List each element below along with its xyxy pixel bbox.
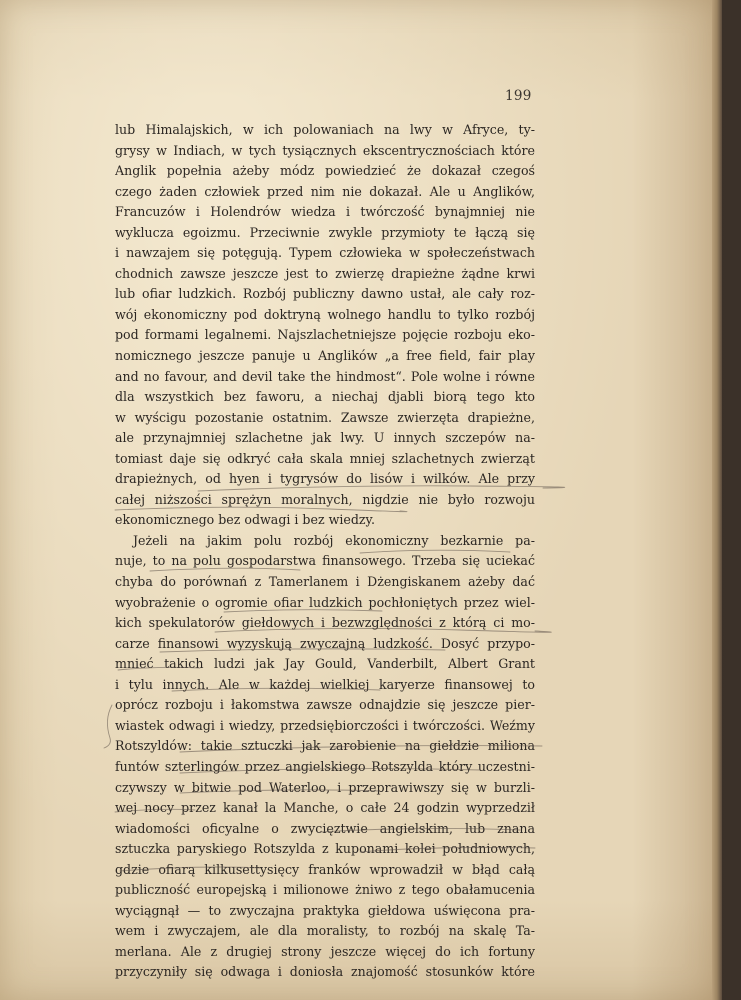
text-line: czego żaden człowiek przed nim nie dokazał. Ale u Anglików, xyxy=(115,183,535,199)
page-number: 199 xyxy=(505,88,532,104)
text-line: wój ekonomiczny pod doktryną wolnego handlu to tylko rozbój xyxy=(115,306,535,322)
text-line: lub Himalajskich, w ich polowaniach na lwy w Afryce, ty- xyxy=(115,122,535,137)
text-line: sztuczka paryskiego Rotszylda z kuponami kolei południowych, xyxy=(115,841,535,857)
text-line: i tylu innych. Ale w każdej wielkiej karyerze finansowej to xyxy=(115,676,535,692)
body-text xyxy=(115,120,535,983)
text-line: chyba do porównań z Tamerlanem i Dżengiskanem ażeby dać xyxy=(115,574,535,590)
text-line: wej nocy przez kanał la Manche, o całe 24 godzin wyprzedził xyxy=(115,800,535,816)
text-line: grysy w Indiach, w tych tysiącznych ekscentrycznościach które xyxy=(115,142,535,158)
text-line: lub ofiar ludzkich. Rozbój publiczny dawno ustał, ale cały roz- xyxy=(115,286,535,302)
text-line: nuje, to na polu gospodarstwa finansowego. Trzeba się uciekać xyxy=(115,553,535,569)
text-line: Francuzów i Holendrów wiedza i twórczość bynajmniej nie xyxy=(115,204,535,220)
text-line: kich spekulatorów giełdowych i bezwzględności z którą ci mo- xyxy=(115,615,535,631)
text-line: mnieć takich ludzi jak Jay Gould, Vanderbilt, Albert Grant xyxy=(115,656,535,672)
text-line: wyobrażenie o ogromie ofiar ludzkich pochłoniętych przez wiel- xyxy=(115,594,535,610)
text-line: dla wszystkich bez faworu, a niechaj djabli biorą tego kto xyxy=(115,389,535,405)
text-line: chodnich zawsze jeszcze jest to zwierzę drapieżne żądne krwi xyxy=(115,265,535,281)
paragraph-1 xyxy=(115,120,535,531)
text-line: wem i zwyczajem, ale dla moralisty, to rozbój na skalę Ta- xyxy=(115,923,535,939)
text-line: przyczyniły się odwaga i doniosła znajomość stosunków które xyxy=(115,964,535,980)
text-line: wyklucza egoizmu. Przeciwnie zwykle przymioty te łączą się xyxy=(115,224,535,240)
text-line: publiczność europejską i milionowe żniwo z tego obałamucenia xyxy=(115,882,535,898)
text-line: and no favour, and devil take the hindmost“. Pole wolne i równe xyxy=(115,368,535,384)
text-line: merlana. Ale z drugiej strony jeszcze więcej do ich fortuny xyxy=(115,943,535,959)
text-line: w wyścigu pozostanie ostatnim. Zawsze zwierzęta drapieżne, xyxy=(115,409,535,425)
text-line: wiadomości oficyalne o zwycięztwie angielskim, lub znana xyxy=(115,820,535,836)
text-line: nomicznego jeszcze panuje u Anglików „a free field, fair play xyxy=(115,348,535,364)
text-line: Rotszyldów: takie sztuczki jak zarobienie na giełdzie miliona xyxy=(115,738,535,754)
text-line: gdzie ofiarą kilkusettysięcy franków wprowadził w błąd całą xyxy=(115,861,535,877)
text-line: całej niższości sprężyn moralnych, nigdzie nie było rozwoju xyxy=(115,491,535,507)
text-line: pod formami legalnemi. Najszlachetniejsze pojęcie rozboju eko- xyxy=(115,327,535,343)
paragraph-2 xyxy=(115,531,535,983)
text-line: czywszy w bitwie pod Waterloo, i przeprawiwszy się w burzli- xyxy=(115,779,535,795)
text-line: wiastek odwagi i wiedzy, przedsiębiorczości i twórczości. Weźmy xyxy=(115,717,535,733)
text-line: carze finansowi wyzyskują zwyczajną ludzkość. Dosyć przypo- xyxy=(115,635,535,651)
text-line: funtów szterlingów przez angielskiego Rotszylda który uczestni- xyxy=(115,758,535,774)
text-line: i nawzajem się potęgują. Typem człowieka w społeczeństwach xyxy=(115,245,535,261)
text-line: Jeżeli na jakim polu rozbój ekonomiczny bezkarnie pa- xyxy=(133,532,535,548)
text-line: wyciągnął — to zwyczajna praktyka giełdowa uświęcona pra- xyxy=(115,902,535,918)
text-line: ekonomicznego bez odwagi i bez wiedzy. xyxy=(115,512,375,528)
text-line: tomiast daje się odkryć cała skala mniej szlachetnych zwierząt xyxy=(115,450,535,466)
text-line: oprócz rozboju i łakomstwa zawsze odnajdzie się jeszcze pier- xyxy=(115,697,535,713)
text-line: drapieżnych, od hyen i tygrysów do lisów i wilków. Ale przy xyxy=(115,471,535,487)
text-line: Anglik popełnia ażeby módz powiedzieć że dokazał czegoś xyxy=(115,163,535,179)
text-line: ale przynajmniej szlachetne jak lwy. U innych szczepów na- xyxy=(115,430,535,446)
book-page-edge xyxy=(712,0,722,1000)
